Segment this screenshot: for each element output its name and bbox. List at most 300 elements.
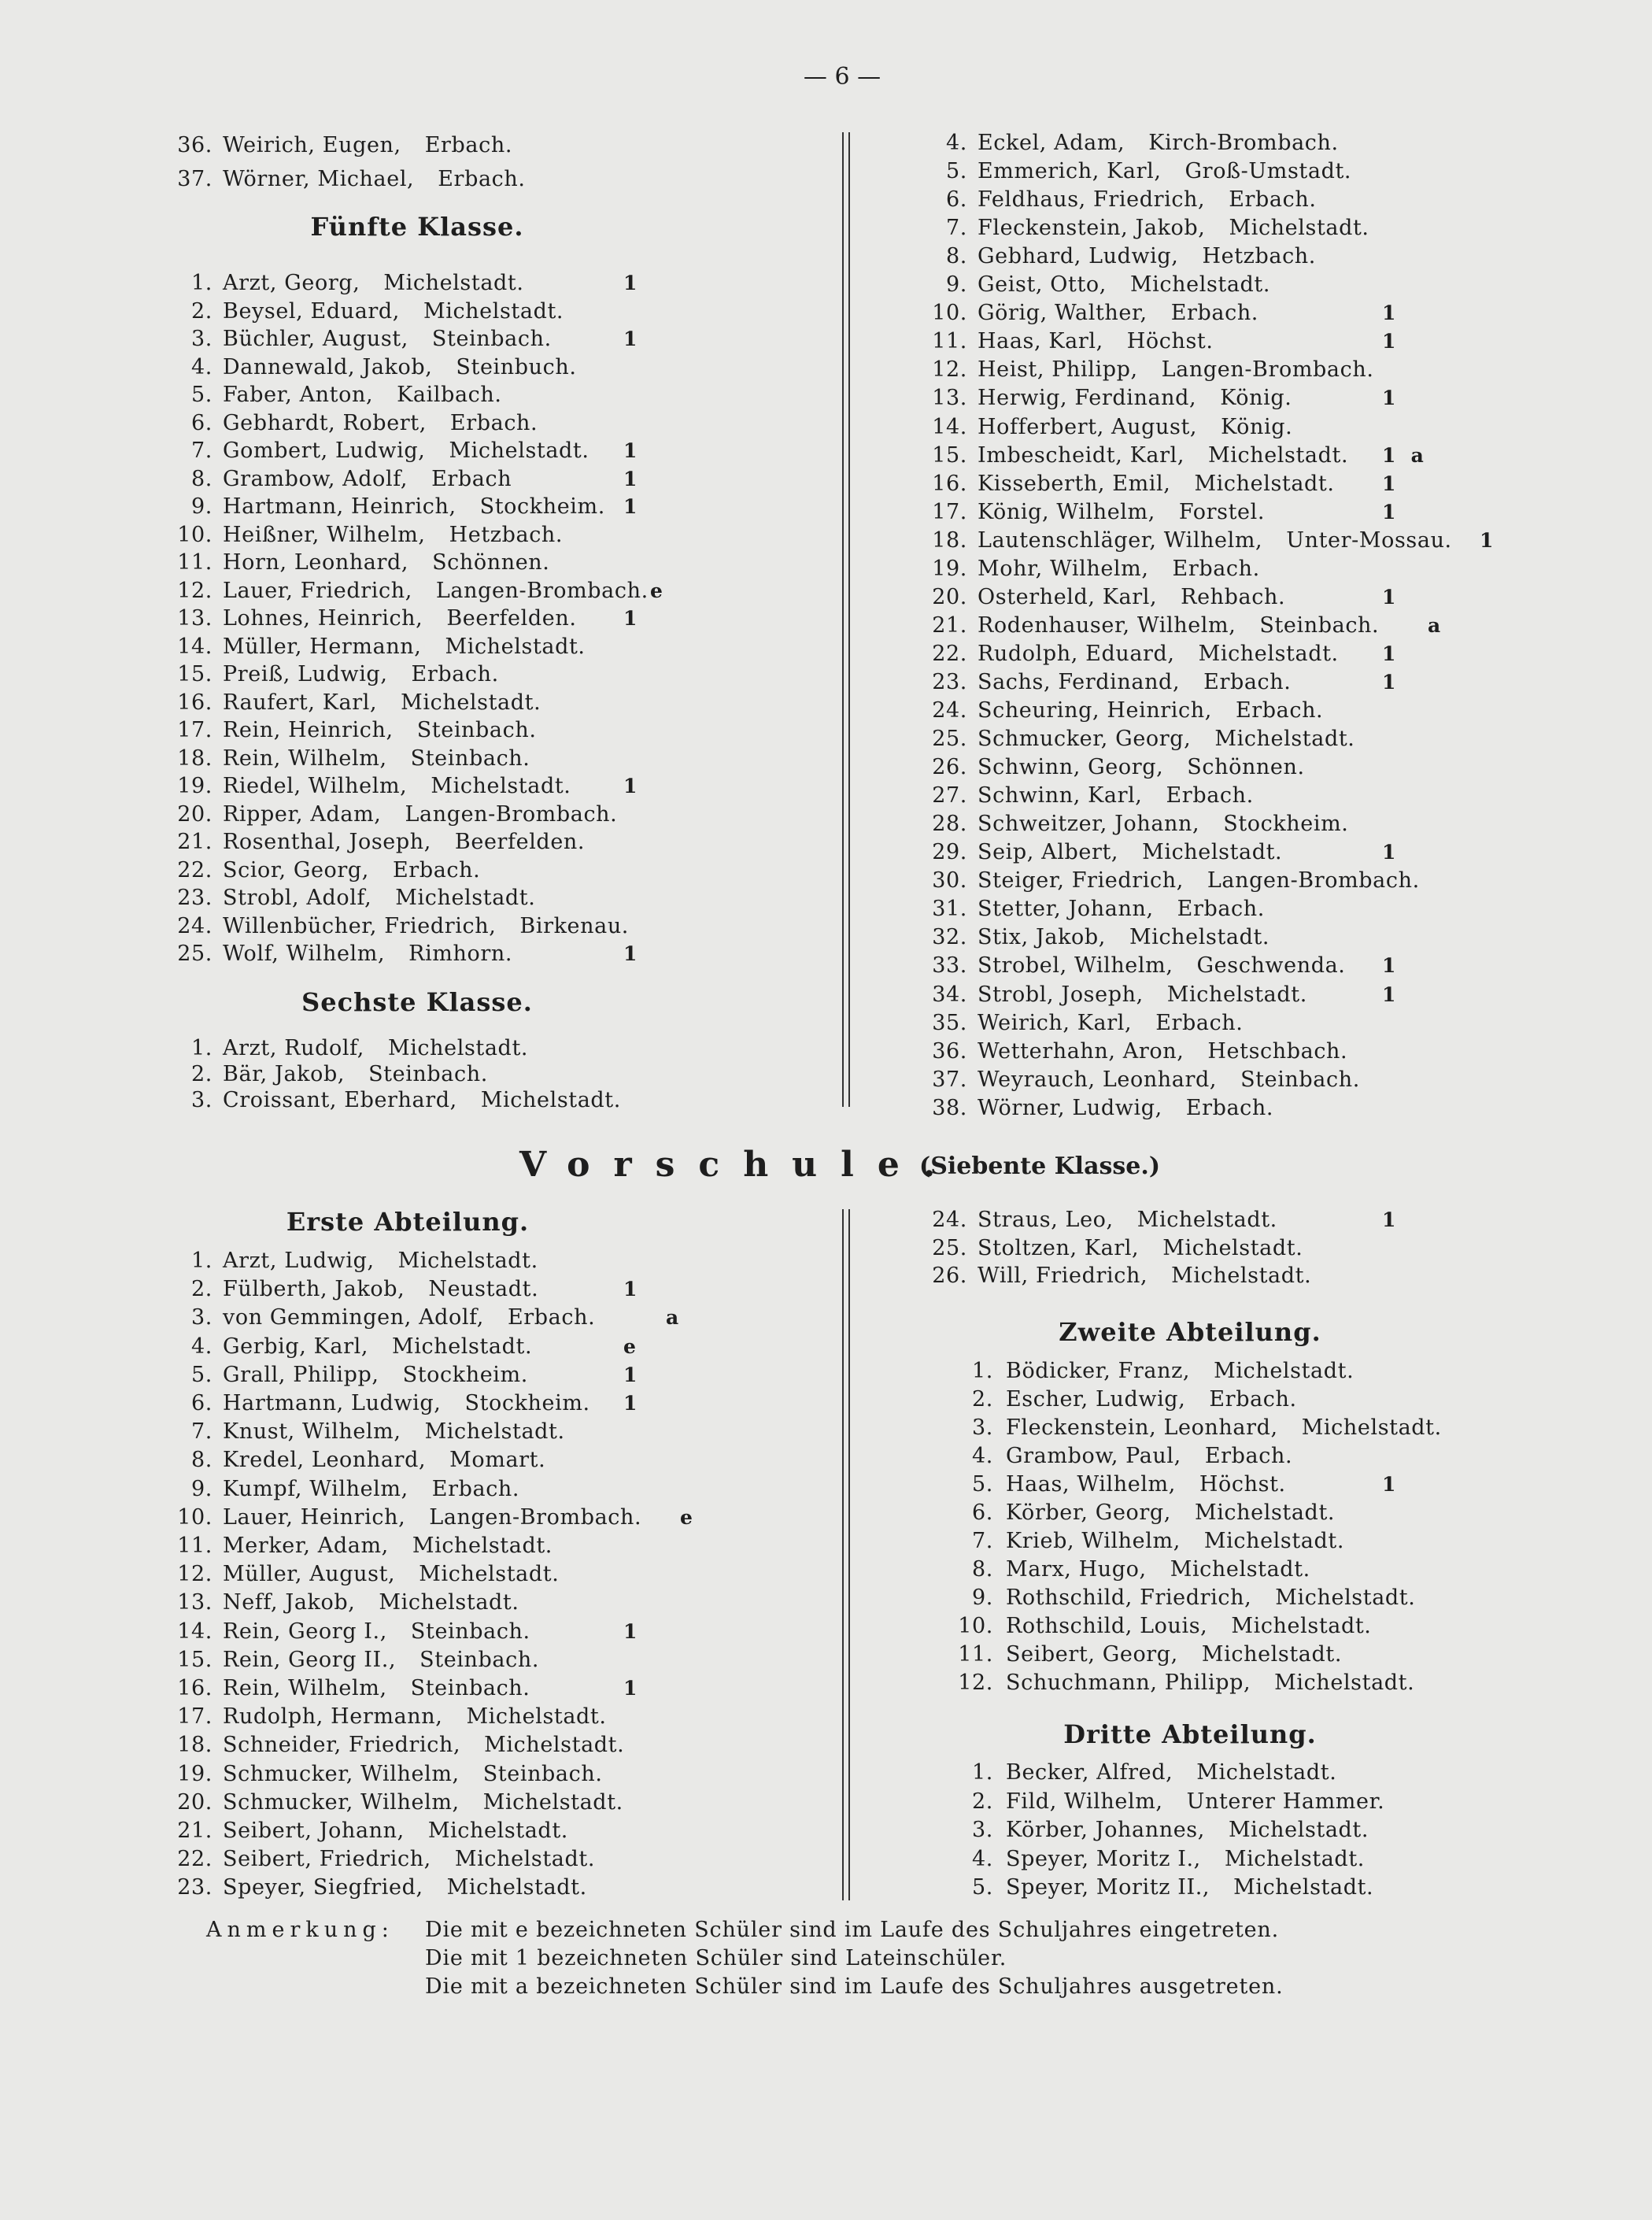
entry-number: 7. (946, 216, 967, 241)
list-item (0, 981, 1652, 1009)
entry-text (978, 867, 1420, 895)
status-mark: 1 (623, 1278, 638, 1301)
student-place: Langen-Brombach. (1207, 868, 1420, 894)
student-place: Beerfelden. (454, 830, 586, 854)
student-name: Rein, Wilhelm, (223, 1676, 387, 1700)
list-item (0, 1038, 1652, 1066)
student-place: Langen-Brombach. (435, 578, 649, 603)
list-item (0, 384, 1652, 413)
student-place: Erbach. (1209, 1387, 1297, 1412)
student-name: Gerbig, Karl, (223, 1334, 369, 1359)
student-name: Hartmann, Heinrich, (223, 494, 456, 519)
entry-number: 11. (932, 329, 967, 354)
student-place: Michelstadt. (449, 438, 589, 463)
student-name: Rein, Heinrich, (223, 718, 394, 742)
entry-number: 23. (932, 669, 967, 694)
list-item (0, 129, 1652, 157)
list-item (0, 952, 1652, 980)
student-place: Michelstadt. (1198, 641, 1339, 666)
entry-number: 4. (972, 1846, 993, 1871)
student-name: Kredel, Leonhard, (223, 1448, 427, 1473)
entry-number: 36. (177, 133, 213, 157)
entry-number: 5. (972, 1875, 993, 1900)
student-place: Michelstadt. (1142, 840, 1283, 865)
student-place: Michelstadt. (1224, 1846, 1365, 1871)
student-place: Michelstadt. (1194, 1500, 1336, 1525)
student-name: Seibert, Georg, (1006, 1642, 1178, 1667)
entry-number: 32. (932, 925, 967, 950)
entry-text (1006, 1471, 1286, 1499)
section-heading: Erste Abteilung. (286, 1207, 530, 1237)
entry-number: 3. (191, 1305, 213, 1330)
entry-number: 12. (932, 357, 967, 383)
student-place: Forstel. (1178, 499, 1266, 524)
student-place: Michelstadt. (1129, 272, 1271, 298)
entry-text (1006, 1788, 1384, 1816)
list-item (0, 356, 1652, 384)
student-name: Rosenthal, Joseph, (223, 830, 431, 854)
entry-text (1006, 1612, 1372, 1641)
entry-text (1006, 1669, 1414, 1697)
status-mark: 1 (1382, 670, 1396, 694)
student-place: Michelstadt. (1171, 1264, 1312, 1288)
student-place: Kirch-Brombach. (1148, 131, 1339, 155)
entry-number: 2. (191, 298, 213, 324)
list-item (0, 555, 1652, 583)
entry-number: 18. (177, 746, 213, 771)
entry-number: 30. (932, 868, 967, 894)
list-item (0, 1527, 1652, 1556)
student-name: Lautenschläger, Wilhelm, (978, 527, 1263, 553)
entry-number: 5. (191, 383, 213, 407)
list-item (0, 1471, 1652, 1499)
entry-text (978, 214, 1369, 242)
list-item (0, 1641, 1652, 1669)
entry-number: 14. (177, 634, 213, 659)
entry-number: 28. (932, 812, 967, 837)
student-place: Erbach. (1203, 669, 1292, 694)
status-mark: 1 (623, 607, 638, 630)
student-name: Emmerich, Karl, (978, 159, 1162, 184)
entry-number: 5. (191, 1362, 213, 1387)
student-place: Erbach. (1185, 1095, 1274, 1120)
status-mark: 1 (1382, 472, 1396, 495)
list-item (0, 470, 1652, 498)
student-name: Rodenhauser, Wilhelm, (978, 612, 1236, 638)
student-place: Michelstadt. (1166, 982, 1307, 1007)
entry-number: 23. (177, 886, 213, 910)
student-name: Osterheld, Karl, (978, 584, 1158, 609)
entry-number: 3. (972, 1818, 993, 1842)
student-place: Höchst. (1199, 1472, 1286, 1497)
entry-number: 33. (932, 953, 967, 979)
status-mark: a (666, 1306, 679, 1330)
student-place: Michelstadt. (1214, 1359, 1354, 1383)
student-place: Langen-Brombach. (1161, 357, 1374, 383)
entry-number: 5. (972, 1472, 993, 1497)
student-place: Stockheim. (479, 494, 605, 519)
student-place: Erbach. (1166, 783, 1254, 808)
list-item (0, 1499, 1652, 1527)
student-name: Fleckenstein, Jakob, (978, 216, 1206, 241)
student-name: Gombert, Ludwig, (223, 438, 426, 463)
entry-number: 13. (932, 386, 967, 411)
entry-number: 27. (932, 783, 967, 808)
status-mark: 1 (1382, 302, 1396, 325)
student-place: Michelstadt. (482, 1789, 623, 1815)
student-place: Michelstadt. (1231, 1614, 1372, 1638)
entry-number: 36. (932, 1038, 967, 1064)
entry-text (978, 413, 1292, 442)
student-place: Michelstadt. (1214, 727, 1355, 752)
student-name: Dannewald, Jakob, (223, 354, 433, 379)
status-mark: 1 (1480, 528, 1494, 552)
entry-text (978, 895, 1265, 923)
student-place: Steinbach. (410, 1676, 530, 1700)
student-place: Michelstadt. (379, 1590, 519, 1615)
student-name: Schuchmann, Philipp, (1006, 1671, 1251, 1695)
list-item (0, 299, 1652, 327)
student-place: Michelstadt. (445, 634, 586, 659)
student-name: Escher, Ludwig, (1006, 1387, 1186, 1412)
student-place: Schönnen. (432, 550, 550, 575)
student-place: Hetzbach. (449, 522, 564, 547)
student-name: Neff, Jakob, (223, 1590, 356, 1615)
student-name: Schwinn, Karl, (978, 783, 1143, 808)
student-name: Weyrauch, Leonhard, (978, 1067, 1218, 1092)
entry-number: 24. (177, 913, 213, 938)
student-name: Hartmann, Ludwig, (223, 1391, 442, 1415)
entry-text (978, 753, 1305, 782)
student-name: Croissant, Eberhard, (223, 1088, 457, 1112)
entry-text (978, 838, 1282, 867)
student-name: Schwinn, Georg, (978, 755, 1164, 780)
student-name: Körber, Johannes, (1006, 1818, 1205, 1842)
student-place: Birkenau. (519, 913, 629, 938)
entry-text (978, 299, 1258, 327)
list-item (0, 1584, 1652, 1612)
entry-text (978, 129, 1339, 157)
student-name: Weirich, Eugen, (223, 133, 401, 157)
student-place: Geschwenda. (1196, 953, 1346, 979)
entry-number: 20. (177, 801, 213, 827)
entry-number: 10. (958, 1614, 993, 1638)
student-name: Wörner, Michael, (223, 167, 415, 191)
student-name: Faber, Anton, (223, 383, 374, 407)
student-place: Michelstadt. (1275, 1585, 1416, 1610)
list-item (0, 498, 1652, 527)
entry-text (978, 952, 1345, 980)
student-name: Imbescheidt, Karl, (978, 442, 1185, 468)
entry-text (1006, 1442, 1292, 1471)
entry-text (978, 157, 1351, 186)
student-place: Michelstadt. (1201, 1642, 1343, 1667)
entry-number: 5. (946, 159, 967, 184)
student-name: Stoltzen, Karl, (978, 1235, 1140, 1260)
student-place: Langen-Brombach. (405, 801, 618, 827)
list-item (0, 1759, 1652, 1787)
entry-text (223, 1731, 624, 1759)
student-name: Weirich, Karl, (978, 1010, 1133, 1035)
status-mark: 1 (1382, 841, 1396, 864)
student-place: Erbach. (1235, 698, 1324, 723)
list-item (0, 1669, 1652, 1697)
entry-text (223, 1703, 607, 1731)
student-place: Erbach. (1155, 1010, 1244, 1035)
status-mark: 1 a (1382, 443, 1425, 467)
student-name: Raufert, Karl, (223, 690, 378, 715)
entry-number: 37. (177, 167, 213, 191)
entry-number: 7. (972, 1529, 993, 1553)
student-place: Michelstadt. (392, 1334, 533, 1359)
entry-number: 3. (191, 327, 213, 351)
entry-text (978, 327, 1214, 356)
student-place: Erbach. (411, 662, 499, 686)
student-name: Heißner, Wilhelm, (223, 522, 426, 547)
entry-number: 7. (191, 1419, 213, 1445)
entry-number: 26. (932, 755, 967, 780)
entry-text (1006, 1556, 1310, 1584)
list-item (0, 1788, 1652, 1816)
student-name: Haas, Karl, (978, 329, 1103, 354)
list-item (0, 242, 1652, 271)
entry-number: 37. (932, 1067, 967, 1092)
entry-text (978, 981, 1307, 1009)
entry-number: 25. (932, 727, 967, 752)
student-name: Geist, Otto, (978, 272, 1107, 298)
student-name: Görig, Walther, (978, 301, 1148, 326)
student-place: Höchst. (1126, 329, 1214, 354)
note-line: Die mit a bezeichneten Schüler sind im Laufe des Schuljahres ausgetreten. (425, 1974, 1284, 1999)
student-name: Wolf, Wilhelm, (223, 942, 386, 966)
student-place: Erbach. (1177, 897, 1265, 922)
student-name: Fleckenstein, Leonhard, (1006, 1415, 1278, 1440)
entry-text (1006, 1641, 1342, 1669)
entry-number: 1. (972, 1359, 993, 1383)
student-name: Seip, Albert, (978, 840, 1119, 865)
entry-number: 22. (932, 641, 967, 666)
entry-number: 8. (946, 244, 967, 269)
entry-number: 13. (177, 606, 213, 631)
student-name: Speyer, Siegfried, (223, 1875, 423, 1900)
entry-text (978, 725, 1354, 753)
student-place: Michelstadt. (387, 1036, 529, 1060)
entry-number: 21. (177, 830, 213, 854)
status-mark: e (623, 1334, 637, 1358)
entry-number: 24. (932, 698, 967, 723)
entry-text (1006, 1759, 1336, 1787)
entry-number: 20. (932, 584, 967, 609)
entry-number: 24. (932, 1208, 967, 1232)
list-item (0, 640, 1652, 668)
entry-text (978, 186, 1317, 214)
student-name: Bödicker, Franz, (1006, 1359, 1191, 1383)
student-place: Michelstadt. (1203, 1529, 1345, 1553)
status-mark: 1 (623, 775, 638, 797)
entry-number: 6. (946, 187, 967, 213)
status-mark: 1 (1382, 1473, 1396, 1496)
entry-number: 26. (932, 1264, 967, 1288)
entry-number: 31. (932, 897, 967, 922)
student-name: Herwig, Ferdinand, (978, 386, 1197, 411)
list-item (0, 867, 1652, 895)
entry-number: 35. (932, 1010, 967, 1035)
list-item (0, 1442, 1652, 1471)
student-name: Heist, Philipp, (978, 357, 1138, 383)
student-name: Eckel, Adam, (978, 131, 1125, 155)
entry-text (978, 1262, 1311, 1290)
list-item (0, 753, 1652, 782)
entry-number: 18. (177, 1733, 213, 1758)
entry-number: 4. (191, 1334, 213, 1359)
student-place: Steinbach. (410, 1619, 530, 1644)
entry-number: 23. (177, 1875, 213, 1900)
entry-number: 2. (972, 1789, 993, 1814)
entry-number: 11. (177, 1534, 213, 1558)
entry-number: 2. (191, 1062, 213, 1086)
student-place: Schönnen. (1187, 755, 1305, 780)
entry-number: 8. (191, 466, 213, 491)
entry-number: 22. (177, 857, 213, 882)
status-mark: 1 (623, 1619, 638, 1643)
entry-text (978, 470, 1335, 498)
student-place: Michelstadt. (412, 1534, 553, 1558)
student-name: Arzt, Rudolf, (223, 1036, 364, 1060)
entry-number: 16. (177, 690, 213, 715)
entry-number: 9. (191, 494, 213, 519)
status-mark: 1 (1382, 954, 1396, 978)
student-name: Strobl, Adolf, (223, 886, 372, 910)
student-place: Michelstadt. (484, 1733, 625, 1758)
entry-number: 21. (177, 1819, 213, 1843)
status-mark: e (680, 1505, 693, 1529)
student-name: Riedel, Wilhelm, (223, 774, 408, 798)
status-mark: 1 (623, 1677, 638, 1700)
entry-number: 25. (177, 942, 213, 966)
student-place: Erbach. (449, 410, 538, 435)
list-item (0, 1845, 1652, 1874)
student-place: Michelstadt. (419, 1562, 560, 1587)
list-item (0, 725, 1652, 753)
student-name: Will, Friedrich, (978, 1264, 1148, 1288)
student-place: Michelstadt. (401, 690, 541, 715)
student-place: Steinbach. (410, 746, 530, 771)
student-place: Erbach. (438, 167, 526, 191)
student-place: Michelstadt. (466, 1704, 607, 1730)
student-name: Krieb, Wilhelm, (1006, 1529, 1181, 1553)
student-place: Michelstadt. (1194, 471, 1335, 496)
student-place: Momart. (449, 1448, 546, 1473)
list-item (0, 583, 1652, 612)
section-heading: Zweite Abteilung. (1059, 1317, 1321, 1347)
entry-text (1006, 1527, 1344, 1556)
entry-text (978, 1038, 1347, 1066)
student-place: Steinbach. (431, 327, 552, 351)
student-place: Rimhorn. (408, 942, 513, 966)
entry-number: 14. (932, 414, 967, 439)
entry-text (978, 555, 1260, 583)
student-name: Knust, Wilhelm, (223, 1419, 401, 1445)
entry-number: 10. (177, 522, 213, 547)
student-name: Arzt, Ludwig, (223, 1249, 375, 1273)
entry-text (978, 1206, 1277, 1234)
student-place: Michelstadt. (1196, 1760, 1337, 1785)
list-item (0, 810, 1652, 838)
entry-number: 17. (932, 499, 967, 524)
note-line: Die mit 1 bezeichneten Schüler sind Lateinschüler. (425, 1946, 1007, 1970)
list-item (0, 410, 1652, 442)
student-name: Sachs, Ferdinand, (978, 669, 1181, 694)
section-heading: Dritte Abteilung. (1063, 1719, 1317, 1749)
entry-number: 21. (932, 612, 967, 638)
student-place: Beerfelden. (446, 606, 577, 631)
student-name: Schmucker, Georg, (978, 727, 1192, 752)
entry-number: 12. (177, 578, 213, 603)
entry-text (978, 612, 1379, 640)
status-mark: 1 (623, 942, 638, 965)
student-name: Schmucker, Wilhelm, (223, 1761, 460, 1786)
entry-number: 6. (191, 410, 213, 435)
list-item (0, 1009, 1652, 1038)
student-place: Kailbach. (397, 383, 502, 407)
student-name: Preiß, Ludwig, (223, 662, 388, 686)
student-name: Marx, Hugo, (1006, 1557, 1147, 1582)
list-item (0, 895, 1652, 923)
student-name: Rein, Georg II., (223, 1647, 397, 1672)
status-mark: 1 (1382, 1208, 1396, 1231)
list-item (0, 157, 1652, 186)
student-place: Michelstadt. (446, 1875, 587, 1900)
list-item (0, 271, 1652, 299)
entry-text (1006, 1357, 1354, 1386)
list-item (0, 782, 1652, 810)
student-place: Michelstadt. (383, 271, 524, 295)
student-name: Schneider, Friedrich, (223, 1733, 461, 1758)
student-place: Michelstadt. (1129, 925, 1270, 950)
student-place: Langen-Brombach. (429, 1504, 642, 1530)
student-name: Rudolph, Eduard, (978, 641, 1175, 666)
status-mark: 1 (623, 1363, 638, 1386)
list-item (0, 327, 1652, 356)
student-place: Michelstadt. (1228, 1818, 1369, 1842)
student-place: Unterer Hammer. (1186, 1789, 1385, 1814)
entry-number: 19. (932, 556, 967, 581)
entry-text (978, 640, 1339, 668)
entry-text (1006, 1816, 1369, 1844)
entry-number: 34. (932, 982, 967, 1007)
student-name: Müller, August, (223, 1562, 396, 1587)
student-place: Stockheim. (1223, 812, 1349, 837)
student-name: Hofferbert, August, (978, 414, 1198, 439)
entry-text (978, 527, 1452, 555)
page-number: — 6 — (803, 63, 881, 91)
entry-number: 17. (177, 718, 213, 742)
student-name: Strobel, Wilhelm, (978, 953, 1173, 979)
status-mark: 1 (623, 327, 638, 350)
note-label: Anmerkung: (206, 1918, 394, 1942)
list-item (0, 1262, 1652, 1290)
entry-text (1006, 1499, 1335, 1527)
student-place: Hetschbach. (1207, 1038, 1348, 1064)
entry-number: 15. (177, 1647, 213, 1672)
student-place: Michelstadt. (431, 774, 571, 798)
student-name: Arzt, Georg, (223, 271, 360, 295)
entry-text (978, 923, 1269, 952)
student-place: Steinbach. (419, 1647, 539, 1672)
status-mark: e (650, 579, 663, 602)
list-item (0, 1414, 1652, 1445)
student-name: Kisseberth, Emil, (978, 471, 1171, 496)
